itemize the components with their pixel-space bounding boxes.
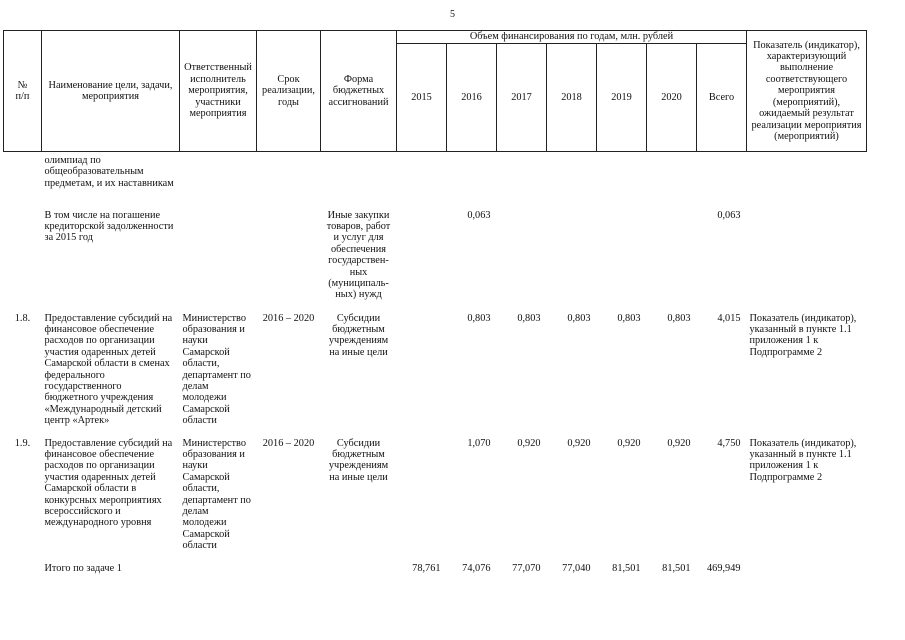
row-value: [647, 152, 697, 210]
row-value: [697, 152, 747, 210]
row-value: 0,803: [617, 312, 641, 324]
header-year: 2017: [497, 43, 547, 151]
row-name: олимпиад по общеобразовательным предметам, и их наставникам: [44, 155, 174, 189]
total-row: [4, 563, 867, 579]
row-value: [497, 152, 547, 210]
row-value: [397, 210, 447, 313]
total-value: 78,761: [412, 562, 441, 574]
header-num: № п/п: [4, 31, 42, 152]
row-value: 4,750: [717, 437, 741, 449]
header-form: Форма бюджетных ассигнований: [321, 31, 397, 152]
table-row: [4, 313, 867, 438]
table-row: [4, 210, 867, 313]
row-term: [257, 152, 321, 210]
header-year: 2019: [597, 43, 647, 151]
row-form: Субсидии бюджетным учреждениям на иные цели: [328, 312, 389, 358]
row-num: 1.9.: [14, 437, 31, 449]
total-value: 469,949: [707, 562, 741, 574]
header-name: Наименование цели, задачи, мероприятия: [42, 31, 180, 152]
row-value: [397, 438, 447, 563]
row-value: 0,920: [667, 437, 691, 449]
header-total: Всего: [697, 43, 747, 151]
row-value: 4,015: [717, 312, 741, 324]
row-form: Субсидии бюджетным учреждениям на иные цели: [328, 437, 389, 483]
row-value: 0,803: [517, 312, 541, 324]
row-value: 1,070: [467, 437, 491, 449]
row-value: [547, 152, 597, 210]
row-responsible: Министерство образования и науки Самарской области, департамент по делам молодежи Самарской области: [182, 312, 251, 427]
total-value: 77,040: [562, 562, 591, 574]
total-value: 74,076: [462, 562, 491, 574]
row-value: [397, 152, 447, 210]
header-year: 2018: [547, 43, 597, 151]
row-term: 2016 – 2020: [262, 312, 315, 324]
header-responsible: Ответственный исполнитель мероприятия, участники мероприятия: [180, 31, 257, 152]
row-value: [497, 210, 547, 313]
row-value: 0,063: [467, 209, 491, 221]
table-row: [4, 438, 867, 563]
row-indicator: [747, 210, 867, 313]
row-value: [397, 313, 447, 438]
row-responsible: Министерство образования и науки Самарской области, департамент по делам молодежи Самарской области: [182, 437, 251, 552]
row-form: Иные закупки товаров, работ и услуг для обеспечения государствен-ных (муниципаль-ных) нужд: [326, 209, 391, 301]
row-value: [447, 152, 497, 210]
row-num: 1.8.: [14, 312, 31, 324]
row-num: [4, 210, 42, 313]
row-responsible: [180, 152, 257, 210]
row-value: 0,920: [567, 437, 591, 449]
row-value: [597, 152, 647, 210]
row-name: Предоставление субсидий на финансовое обеспечение расходов по организации участия одаренных детей Самарской области в конкурсных мероприятиях всероссийского и международного уровня: [44, 437, 173, 529]
table-header: [4, 31, 867, 152]
header-year: 2020: [647, 43, 697, 151]
header-financing: Объем финансирования по годам, млн. рублей: [397, 31, 747, 44]
row-value: [647, 210, 697, 313]
row-term: [257, 210, 321, 313]
row-value: 0,920: [617, 437, 641, 449]
row-value: 0,920: [517, 437, 541, 449]
row-num: [4, 152, 42, 210]
row-indicator: [747, 152, 867, 210]
row-value: [547, 210, 597, 313]
row-indicator: Показатель (индикатор), указанный в пункте 1.1 приложения 1 к Подпрограмме 2: [749, 312, 857, 358]
table-body: [4, 152, 867, 579]
row-indicator: Показатель (индикатор), указанный в пункте 1.1 приложения 1 к Подпрограмме 2: [749, 437, 857, 483]
row-value: [597, 210, 647, 313]
row-form: [321, 152, 397, 210]
total-label: Итого по задаче 1: [44, 562, 122, 574]
header-year: 2016: [447, 43, 497, 151]
row-value: 0,803: [567, 312, 591, 324]
header-term: Срок реализации, годы: [257, 31, 321, 152]
row-name: В том числе на погашение кредиторской задолженности за 2015 год: [44, 209, 174, 244]
row-value: 0,063: [717, 209, 741, 221]
row-name: Предоставление субсидий на финансовое обеспечение расходов по организации участия одаренных детей Самарской области в сменах федерального государственного бюджетного учреждения «Международный детский центр «Артек»: [44, 312, 173, 427]
header-indicator: Показатель (индикатор), характеризующий выполнение соответствующего мероприятия (мероприятий), ожидаемый результат реализации мероприятия (мероприятий): [747, 31, 867, 152]
financing-table: [3, 30, 867, 579]
total-value: 81,501: [612, 562, 641, 574]
page-number: 5: [450, 9, 455, 20]
total-value: 81,501: [662, 562, 691, 574]
row-value: 0,803: [467, 312, 491, 324]
row-responsible: [180, 210, 257, 313]
table-row: [4, 152, 867, 210]
row-value: 0,803: [667, 312, 691, 324]
total-value: 77,070: [512, 562, 541, 574]
row-term: 2016 – 2020: [262, 437, 315, 449]
header-year: 2015: [397, 43, 447, 151]
